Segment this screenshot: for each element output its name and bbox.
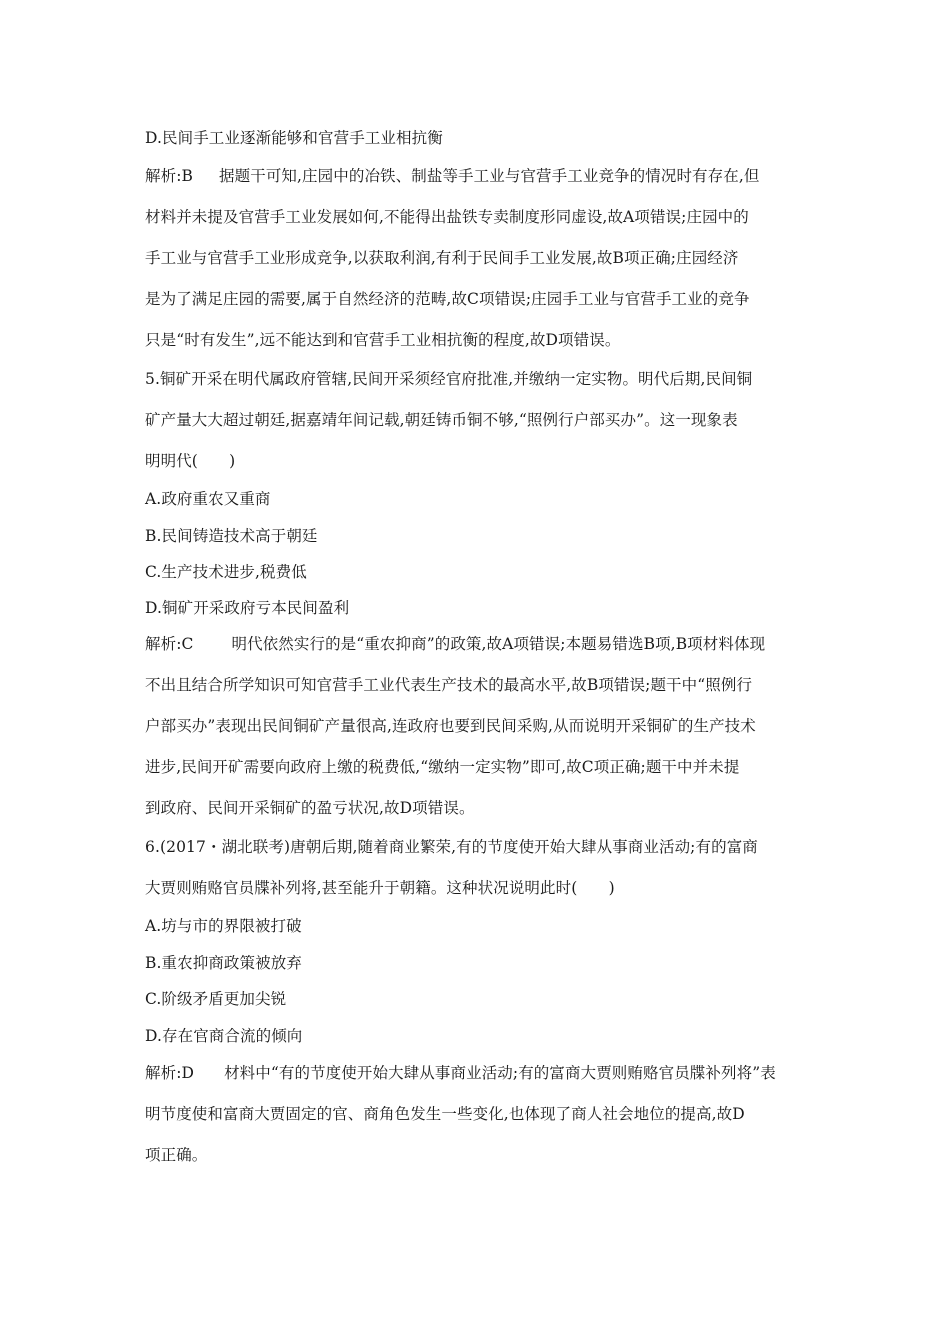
q6-option-a: A.坊与市的界限被打破 — [145, 917, 302, 935]
q6-analysis-line-2: 明节度使和富商大贾固定的官、商角色发生一些变化,也体现了商人社会地位的提高,故D — [145, 1105, 745, 1123]
q6-option-d: D.存在官商合流的倾向 — [145, 1027, 303, 1045]
q4-analysis-line-4: 是为了满足庄园的需要,属于自然经济的范畴,故C项错误;庄园手工业与官营手工业的竞争 — [145, 290, 750, 308]
q5-analysis-line-3: 户部买办”表现出民间铜矿产量很高,连政府也要到民间采购,从而说明开采铜矿的生产技术 — [145, 717, 756, 735]
q5-analysis-line-4: 进步,民间开矿需要向政府上缴的税费低,“缴纳一定实物”即可,故C项正确;题干中并未提 — [145, 758, 740, 776]
q5-analysis-label: 解析:C — [145, 635, 194, 653]
q6-option-b: B.重农抑商政策被放弃 — [145, 954, 302, 972]
q4-analysis-line-3: 手工业与官营手工业形成竞争,以获取利润,有利于民间手工业发展,故B项正确;庄园经济 — [145, 249, 739, 267]
q5-analysis-line-2: 不出且结合所学知识可知官营手工业代表生产技术的最高水平,故B项错误;题干中“照例行 — [145, 676, 753, 694]
q6-stem-line-2: 大贾则贿赂官员牒补列将,甚至能升于朝籍。这种状况说明此时( ) — [145, 879, 615, 897]
q5-option-c: C.生产技术进步,税费低 — [145, 563, 307, 581]
q5-stem-line-3: 明明代( ) — [145, 452, 236, 470]
q6-analysis-text: 材料中“有的节度使开始大肆从事商业活动;有的富商大贾则贿赂官员牒补列将”表 — [224, 1064, 776, 1082]
q6-option-c: C.阶级矛盾更加尖锐 — [145, 990, 287, 1008]
q4-option-d: D.民间手工业逐渐能够和官营手工业相抗衡 — [145, 129, 443, 147]
q4-analysis-line-5: 只是“时有发生”,远不能达到和官营手工业相抗衡的程度,故D项错误。 — [145, 331, 621, 349]
q4-analysis-text: 据题干可知,庄园中的冶铁、制盐等手工业与官营手工业竞争的情况时有存在,但 — [219, 167, 760, 185]
q4-analysis-line-2: 材料并未提及官营手工业发展如何,不能得出盐铁专卖制度形同虚设,故A项错误;庄园中的 — [145, 208, 749, 226]
q6-analysis-line-3: 项正确。 — [145, 1146, 208, 1164]
q4-analysis-label: 解析:B — [145, 167, 194, 185]
q5-analysis-line-1 — [145, 634, 765, 654]
q6-analysis-line-1 — [145, 1063, 776, 1083]
q4-analysis-line-1 — [145, 166, 759, 186]
q6-analysis-label: 解析:D — [145, 1064, 195, 1082]
q6-stem-line-1: 6.(2017・湖北联考)唐朝后期,随着商业繁荣,有的节度使开始大肆从事商业活动;有的富商 — [145, 838, 758, 856]
q5-option-a: A.政府重农又重商 — [145, 490, 271, 508]
q5-stem-line-1: 5.铜矿开采在明代属政府管辖,民间开采须经官府批准,并缴纳一定实物。明代后期,民间铜 — [145, 370, 753, 388]
q5-analysis-text: 明代依然实行的是“重农抑商”的政策,故A项错误;本题易错选B项,B项材料体现 — [231, 635, 766, 653]
q5-option-b: B.民间铸造技术高于朝廷 — [145, 527, 318, 545]
q5-option-d: D.铜矿开采政府亏本民间盈利 — [145, 599, 350, 617]
q5-stem-line-2: 矿产量大大超过朝廷,据嘉靖年间记载,朝廷铸币铜不够,“照例行户部买办”。这一现象表 — [145, 411, 738, 429]
q5-analysis-line-5: 到政府、民间开采铜矿的盈亏状况,故D项错误。 — [145, 799, 475, 817]
